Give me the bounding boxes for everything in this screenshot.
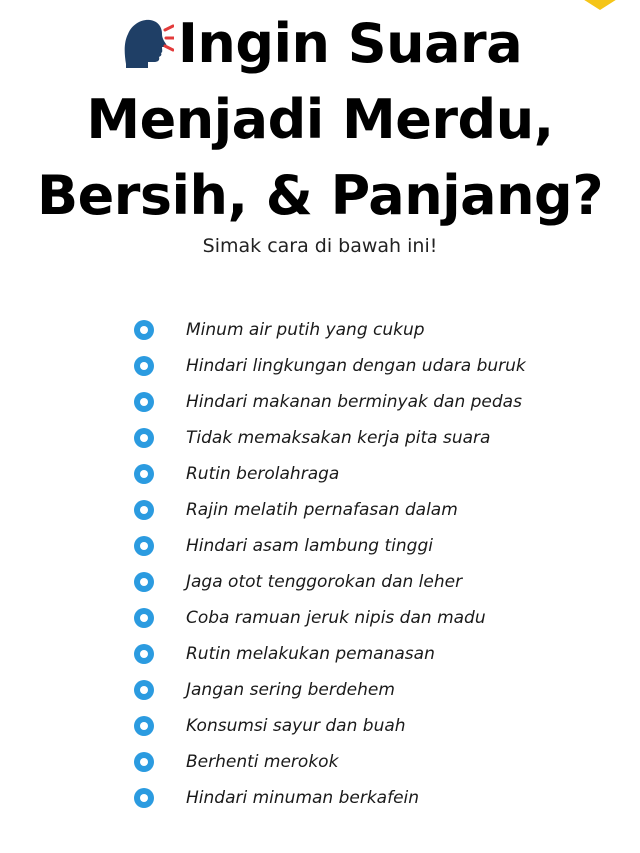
list-item [133,528,613,564]
tip-text: Rutin melakukan pemanasan [186,644,435,664]
tip-text: Coba ramuan jeruk nipis dan madu [186,608,486,628]
tip-text: Hindari lingkungan dengan udara buruk [186,356,526,376]
title-text-1: Ingin Suara [177,12,523,75]
tip-text: Jangan sering berdehem [186,680,395,700]
tip-text: Konsumsi sayur dan buah [186,716,406,736]
bullet-circle-icon [133,679,155,701]
bullet-circle-icon [133,751,155,773]
list-item [133,456,613,492]
list-item [133,708,613,744]
list-item [133,420,613,456]
list-item [133,492,613,528]
tip-text: Berhenti merokok [186,752,339,772]
bullet-circle-icon [133,643,155,665]
title-block [0,6,640,234]
list-item [133,312,613,348]
tips-list [133,312,613,816]
tip-text: Rajin melatih pernafasan dalam [186,500,458,520]
bullet-circle-icon [133,787,155,809]
subtitle: Simak cara di bawah ini! [202,235,438,257]
tip-text: Tidak memaksakan kerja pita suara [186,428,491,448]
tip-text: Minum air putih yang cukup [186,320,425,340]
list-item [133,636,613,672]
bullet-circle-icon [133,391,155,413]
speaking-head-icon [118,14,174,70]
tip-text: Hindari makanan berminyak dan pedas [186,392,522,412]
list-item [133,744,613,780]
bullet-circle-icon [133,463,155,485]
bullet-circle-icon [133,535,155,557]
title-line-3: Bersih, & Panjang? [36,164,604,227]
tip-text: Jaga otot tenggorokan dan leher [186,572,463,592]
list-item [133,384,613,420]
list-item [133,564,613,600]
bullet-circle-icon [133,499,155,521]
title-line-2: Menjadi Merdu, [86,88,554,151]
bullet-circle-icon [133,319,155,341]
list-item [133,348,613,384]
title-line-1 [0,6,640,82]
list-item [133,600,613,636]
tip-text: Rutin berolahraga [186,464,340,484]
bullet-circle-icon [133,427,155,449]
bullet-circle-icon [133,355,155,377]
bullet-circle-icon [133,607,155,629]
bullet-circle-icon [133,715,155,737]
list-item [133,672,613,708]
bullet-circle-icon [133,571,155,593]
list-item [133,780,613,816]
tip-text: Hindari asam lambung tinggi [186,536,433,556]
tip-text: Hindari minuman berkafein [186,788,420,808]
